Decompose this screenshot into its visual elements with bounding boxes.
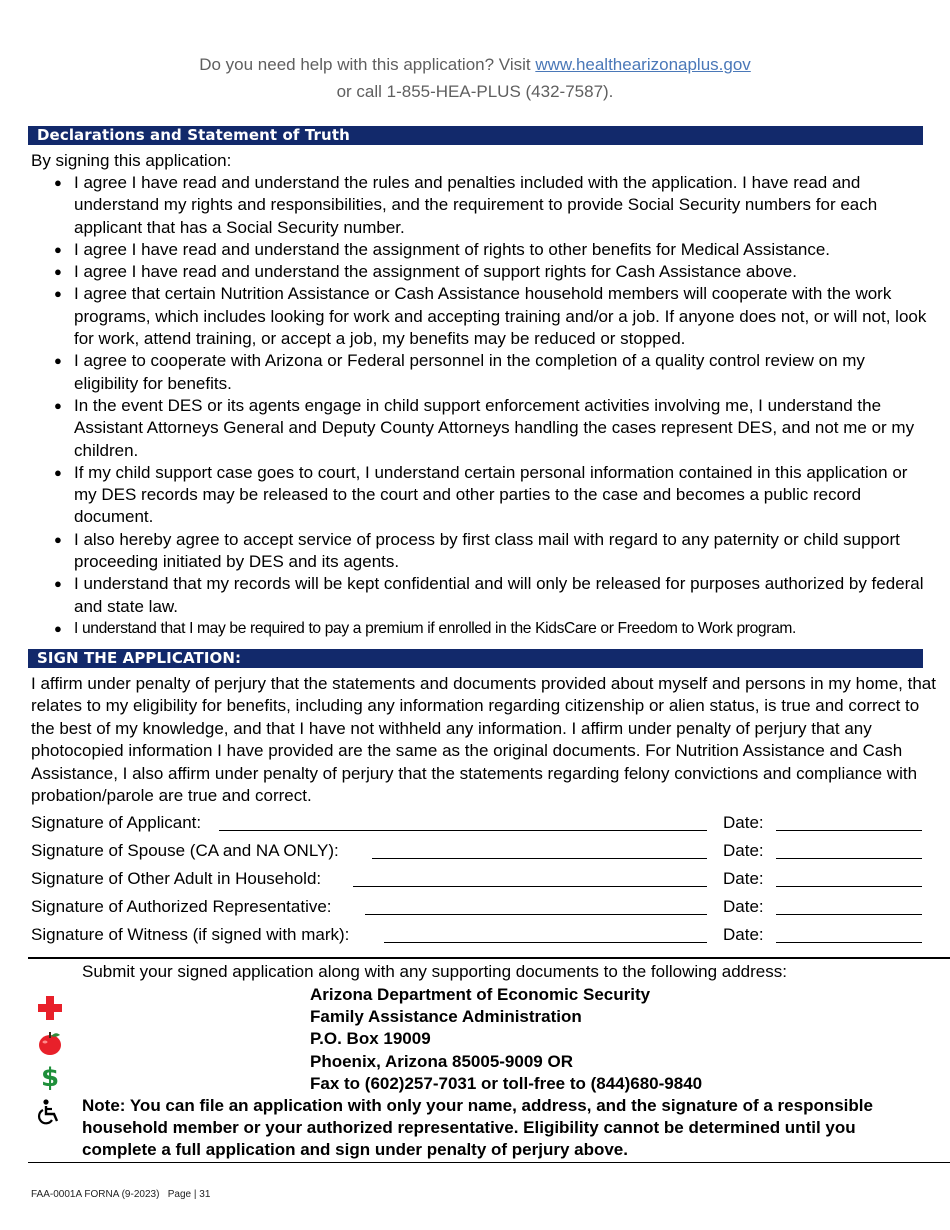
date-label: Date: [723,897,764,916]
list-item: ● I understand that my records will be kept confidential and will only be released for purposes authorized by federal and state law. [54,574,924,616]
bullet-icon: ● [54,353,62,369]
date-label: Date: [723,813,764,832]
date-label: Date: [723,869,764,888]
signature-label: Signature of Spouse (CA and NA ONLY): [31,841,339,860]
date-line-spouse[interactable] [776,841,922,859]
bullet-icon: ● [54,241,62,257]
website-link[interactable]: www.healthearizonaplus.gov [535,55,751,74]
date-line-witness[interactable] [776,925,922,943]
bullet-icon: ● [54,576,62,592]
help-line-1 [0,55,950,75]
signature-row-spouse [31,841,922,863]
list-item: ● In the event DES or its agents engage in child support enforcement activities involving me, I understand the Assistant Attorneys General and Deputy County Attorneys handling the cases represent DES, and not me or my children. [54,395,915,460]
date-line-applicant[interactable] [776,813,922,831]
list-item: ● If my child support case goes to court, I understand certain personal information contained in this application or my DES records may be released to the court and other parties to the case and becomes a public record document. [54,462,908,527]
mailing-address [310,984,702,1095]
signature-row-applicant [31,813,922,835]
signature-row-representative [31,897,922,919]
date-line-other-adult[interactable] [776,869,922,887]
affirmation-text: I affirm under penalty of perjury that the statements and documents provided about myself and persons in my home, that relates to my eligibility for benefits, including any information regarding citizenship or alien status, is true and correct to the best of my knowledge, and that I have not withheld any information. I affirm under penalty of perjury that any photocopied information I have provided are the same as the original documents. For Nutrition Assistance and Cash Assistance, I also affirm under penalty of perjury that the statements regarding felony convictions and compliance with probation/parole are true and correct. [31,674,936,806]
list-item: ● I agree I have read and understand the assignment of rights to other benefits for Medical Assistance. [54,239,930,261]
address-line: Phoenix, Arizona 85005-9009 OR [310,1051,573,1071]
signature-line-other-adult[interactable] [353,869,707,887]
declarations-intro: By signing this application: [31,151,232,170]
list-item: ● I agree I have read and understand the rules and penalties included with the application. I have read and understand my rights and responsibilities, and the requirement to provide Social Security numbers for each applicant that has a Social Security number. [54,173,878,237]
list-item: ● I also hereby agree to accept service of process by first class mail with regard to any paternity or child support proceeding initiated by DES and its agents. [54,529,900,572]
bullet-icon: ● [54,264,62,280]
date-label: Date: [723,925,764,944]
signature-label: Signature of Authorized Representative: [31,897,332,916]
apple-icon [36,1030,64,1058]
bullet-icon: ● [54,531,62,547]
medical-cross-icon [36,994,64,1022]
list-item: ● I understand that I may be required to pay a premium if enrolled in the KidsCare or Freedom to Work program. [54,618,930,640]
sign-header: SIGN THE APPLICATION: [28,649,923,668]
divider [28,957,950,959]
declarations-list [54,172,930,640]
note-text: Note: You can file an application with only your name, address, and the signature of a responsible household member or your authorized representative. Eligibility cannot be determined until you complete a full application and sign under penalty of perjury above. [82,1096,873,1160]
declarations-header: Declarations and Statement of Truth [28,126,923,145]
submit-intro: Submit your signed application along with any supporting documents to the following address: [82,962,787,981]
help-text: Do you need help with this application? Visit [199,55,536,74]
signature-label: Signature of Applicant: [31,813,202,832]
signature-line-applicant[interactable] [219,813,707,831]
signature-label: Signature of Other Adult in Household: [31,869,322,888]
wheelchair-icon [36,1098,64,1126]
signature-row-other-adult [31,869,922,891]
dollar-icon [36,1062,64,1090]
address-line: Fax to (602)257-7031 or toll-free to (844)680-9840 [310,1073,703,1093]
bullet-icon: ● [54,464,62,480]
signature-line-spouse[interactable] [372,841,707,859]
bullet-icon: ● [54,397,62,413]
divider [28,1162,950,1163]
list-item: ● I agree that certain Nutrition Assistance or Cash Assistance household members will cooperate with the work programs, which includes looking for work and accepting training and/or a job. If anyone does not, or will not, look for work, attend training, or accept a job, my benefits may be reduced or stopped. [54,284,927,349]
list-item: ● I agree I have read and understand the assignment of support rights for Cash Assistance above. [54,261,930,283]
date-label: Date: [723,841,764,860]
address-line: Family Assistance Administration [310,1007,582,1027]
bullet-icon: ● [54,175,62,190]
page-footer [31,1189,210,1200]
signature-row-witness [31,925,922,947]
bullet-icon: ● [54,286,62,302]
bullet-icon: ● [54,620,62,636]
form-id: FAA-0001A FORNA (9-2023) [31,1189,160,1200]
help-phone: or call 1-855-HEA-PLUS (432-7587). [336,82,614,101]
address-line: Arizona Department of Economic Security [310,985,651,1004]
address-line: P.O. Box 19009 [310,1029,431,1049]
page-number: Page | 31 [167,1189,211,1200]
signature-line-witness[interactable] [384,925,707,943]
list-item: ● I agree to cooperate with Arizona or Federal personnel in the completion of a quality control review on my eligibility for benefits. [54,351,865,393]
date-line-representative[interactable] [776,897,922,915]
svg-text:$: $ [40,1063,60,1090]
signature-line-representative[interactable] [365,897,707,915]
signature-label: Signature of Witness (if signed with mark): [31,925,350,944]
